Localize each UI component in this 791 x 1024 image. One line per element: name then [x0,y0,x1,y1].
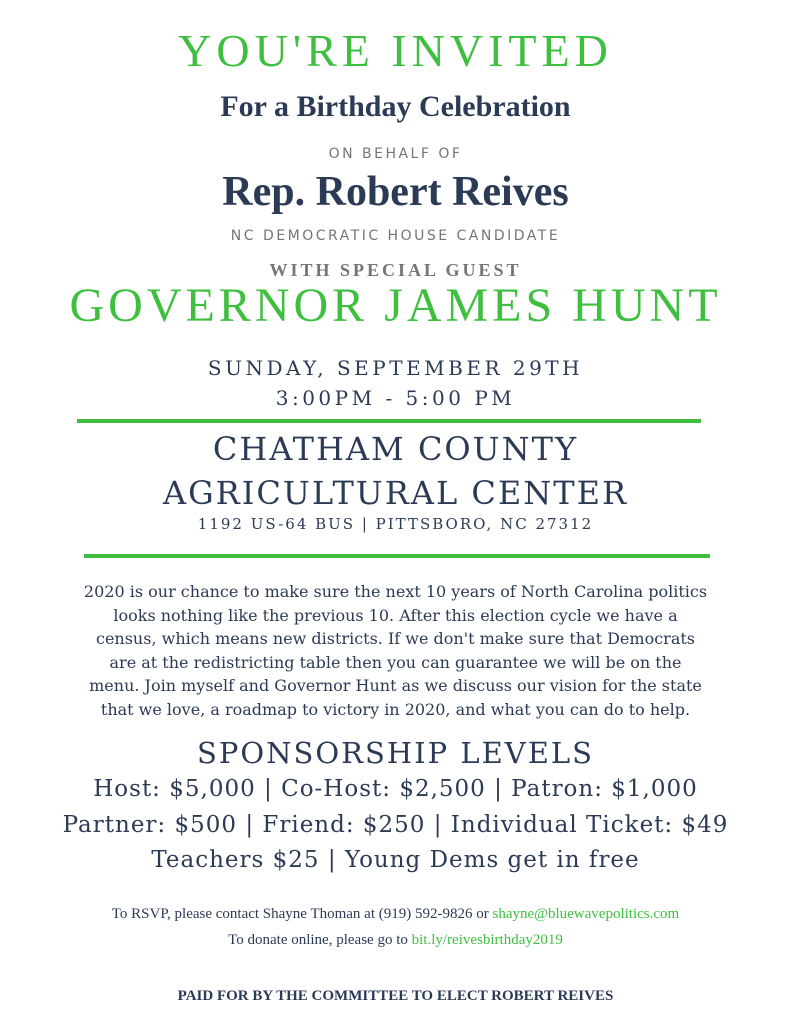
event-time: 3:00PM - 5:00 PM [275,386,516,410]
sponsorship-heading: SPONSORSHIP LEVELS [196,736,594,770]
sponsorship-levels-line3: Teachers $25 | Young Dems get in free [151,847,640,873]
divider-top [77,419,701,423]
rsvp-text: To RSVP, please contact Shayne Thoman at (919) 592-9826 or [111,906,493,922]
venue-name-line1: CHATHAM COUNTY [212,430,579,468]
special-guest-name: GOVERNOR JAMES HUNT [69,279,722,332]
venue-name-line2: AGRICULTURAL CENTER [162,474,629,512]
donate-link[interactable]: bit.ly/reivesbirthday2019 [411,932,563,948]
event-date: SUNDAY, SEPTEMBER 29TH [207,356,584,380]
donate-info [0,932,791,949]
description-line: that we love, a roadmap to victory in 2020, and what you can do to help. [100,699,691,719]
description-line: looks nothing like the previous 10. After this election cycle we have a [113,605,678,625]
special-guest-label: WITH SPECIAL GUEST [269,260,522,280]
invited-heading: YOU'RE INVITED [178,25,613,76]
donate-text: To donate online, please go to [228,932,412,948]
rsvp-email-link[interactable]: shayne@bluewavepolitics.com [492,906,680,922]
description-line: menu. Join myself and Governor Hunt as we discuss our vision for the state [89,676,702,695]
divider-bottom [84,554,710,558]
on-behalf-label: ON BEHALF OF [328,146,463,162]
occasion-subheading: For a Birthday Celebration [220,90,571,123]
venue-address: 1192 US-64 BUS | PITTSBORO, NC 27312 [197,515,594,533]
honoree-title: NC DEMOCRATIC HOUSE CANDIDATE [230,228,561,244]
description-line: 2020 is our chance to make sure the next 10 years of North Carolina politics [83,582,708,601]
honoree-name: Rep. Robert Reives [222,169,569,215]
description-line: census, which means new districts. If we don't make sure that Democrats [95,629,695,648]
paid-for-disclaimer: PAID FOR BY THE COMMITTEE TO ELECT ROBERT REIVES [177,988,614,1004]
event-description [20,580,771,721]
rsvp-info [0,906,791,923]
description-line: are at the redistricting table then you can guarantee we will be on the [109,652,682,672]
sponsorship-levels-line2: Partner: $500 | Friend: $250 | Individual Ticket: $49 [62,812,729,838]
sponsorship-levels-line1: Host: $5,000 | Co-Host: $2,500 | Patron: $1,000 [93,776,698,802]
